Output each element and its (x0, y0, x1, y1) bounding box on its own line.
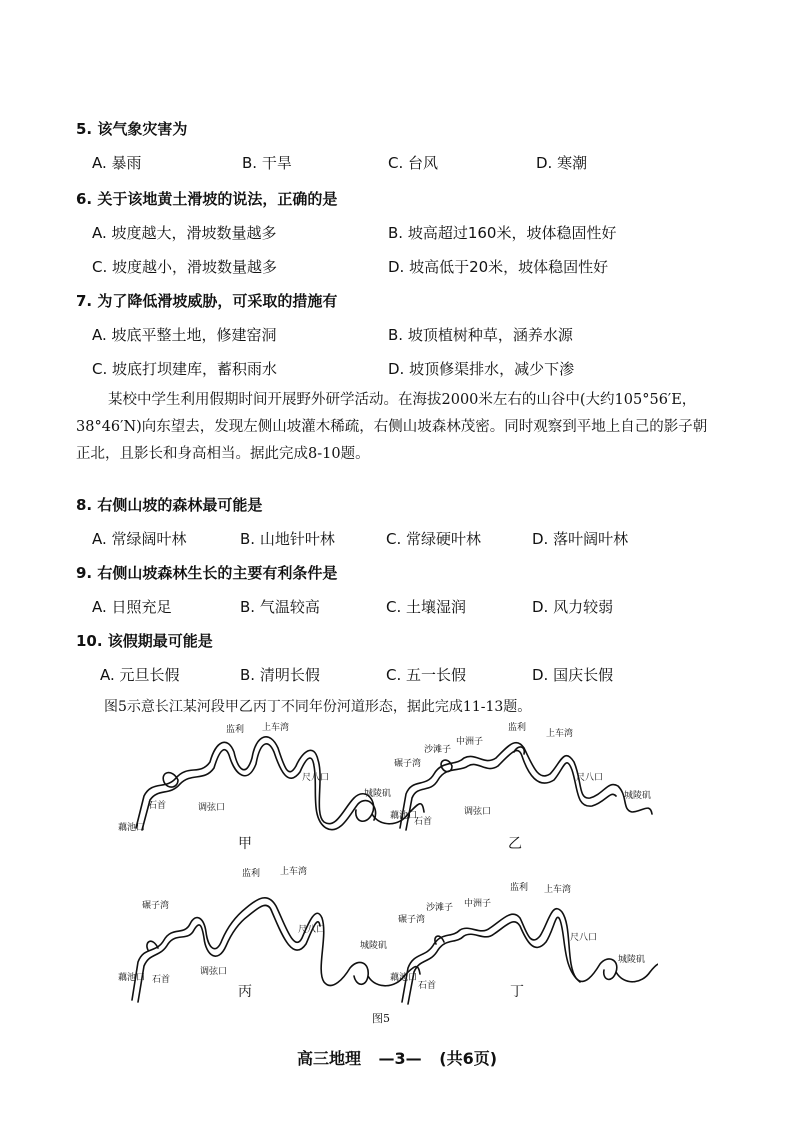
label-bing-jianli: 监利 (242, 869, 261, 879)
question-9-option-d: D. 风力较弱 (532, 598, 614, 616)
question-6-option-b: B. 坡高超过160米，坡体稳固性好 (388, 224, 617, 242)
label-ding-oujikou: 藕池口 (390, 973, 418, 983)
label-yi-liuziwan: 碾子湾 (394, 759, 422, 769)
label-ding-shishou: 石首 (418, 981, 437, 991)
label-ding-shaweizi: 沙滩子 (426, 903, 454, 913)
question-10-option-a: A. 元旦长假 (100, 666, 180, 684)
label-yi-tiaoxiankou: 调弦口 (464, 807, 492, 817)
label-bing-tiaoxiankou: 调弦口 (200, 967, 228, 977)
footer-page-number: —3— (378, 1049, 422, 1068)
question-6-option-a: A. 坡度越大，滑坡数量越多 (92, 224, 277, 242)
question-9-stem: 9. 右侧山坡森林生长的主要有利条件是 (76, 564, 338, 582)
panel-label-bing: 丙 (238, 984, 252, 1000)
question-6-option-d: D. 坡高低于20米，坡体稳固性好 (388, 258, 609, 276)
footer-subject: 高三地理 (296, 1049, 361, 1068)
label-yi-shangchewan: 上车湾 (546, 729, 574, 739)
label-yi-oujikou: 藕池口 (390, 811, 418, 821)
question-10-option-c: C. 五一长假 (386, 666, 467, 684)
question-7-option-c: C. 坡底打坝建库，蓄积雨水 (92, 360, 278, 378)
label-bing-chirukou: 尺八口 (298, 925, 326, 935)
question-6-option-c: C. 坡度越小，滑坡数量越多 (92, 258, 278, 276)
figure-caption: 图5 (372, 1012, 390, 1025)
question-8-option-c: C. 常绿硬叶林 (386, 530, 482, 548)
page-footer (0, 1046, 794, 1069)
question-10-stem: 10. 该假期最可能是 (76, 632, 213, 650)
passage-11-13: 图5示意长江某河段甲乙丙丁不同年份河道形态，据此完成11-13题。 (104, 699, 532, 715)
question-7-option-a: A. 坡底平整土地，修建窑洞 (92, 326, 277, 344)
question-8-option-b: B. 山地针叶林 (240, 530, 335, 548)
panel-yi-river (400, 743, 652, 830)
label-yi-shishou: 石首 (414, 817, 433, 827)
label-ding-chenglingji: 城陵矶 (618, 955, 646, 965)
question-5-option-c: C. 台风 (388, 154, 439, 172)
label-bing-oujikou: 藕池口 (118, 973, 146, 983)
question-10-option-d: D. 国庆长假 (532, 666, 614, 684)
label-jia-shishou: 石首 (148, 801, 167, 811)
question-8-option-a: A. 常绿阔叶林 (92, 530, 187, 548)
question-8-stem: 8. 右侧山坡的森林最可能是 (76, 496, 263, 514)
label-jia-tiaoxiankou: 调弦口 (198, 803, 226, 813)
passage-8-10: 某校中学生利用假期时间开展野外研学活动。在海拔2000米左右的山谷中(大约105°56′E，38°46′N)向东望去，发现左侧山坡灌木稀疏，右侧山坡森林茂密。同时观察到平地上自己的影子朝正北，且影长和身高相当。据此完成8-10题。 (76, 392, 708, 462)
label-jia-oujikou: 藕池口 (118, 823, 146, 833)
label-ding-jianli: 监利 (510, 883, 529, 893)
panel-jia-river (136, 737, 424, 830)
question-6-stem: 6. 关于该地黄土滑坡的说法，正确的是 (76, 190, 338, 208)
question-5-option-a: A. 暴雨 (92, 154, 142, 172)
panel-label-jia: 甲 (238, 836, 252, 852)
label-jia-chenglingji: 城陵矶 (364, 789, 392, 799)
question-7-stem: 7. 为了降低滑坡威胁，可采取的措施有 (76, 292, 338, 310)
label-yi-chenglingji: 城陵矶 (624, 791, 652, 801)
question-9-option-b: B. 气温较高 (240, 598, 320, 616)
question-5-option-d: D. 寒潮 (536, 154, 588, 172)
label-yi-shaweizi: 沙滩子 (424, 745, 452, 755)
label-jia-jianli: 监利 (226, 725, 245, 735)
footer-total-pages: (共6页) (439, 1049, 498, 1068)
question-8-option-d: D. 落叶阔叶林 (532, 530, 629, 548)
label-yi-chirukou: 尺八口 (576, 773, 604, 783)
label-ding-liuziwan: 碾子湾 (398, 915, 426, 925)
label-bing-shishou: 石首 (152, 975, 171, 985)
question-7-option-d: D. 坡顶修渠排水，减少下渗 (388, 360, 575, 378)
label-ding-chirukou: 尺八口 (570, 933, 598, 943)
question-5-option-b: B. 干旱 (242, 154, 292, 172)
figure-5-river-sketches (118, 718, 658, 1028)
label-jia-chirukou: 尺八口 (302, 773, 330, 783)
question-7-option-b: B. 坡顶植树种草，涵养水源 (388, 326, 573, 344)
label-ding-zhongzhouzi: 中洲子 (464, 899, 492, 909)
panel-label-yi: 乙 (508, 836, 522, 852)
label-yi-zhongzhouzi: 中洲子 (456, 737, 484, 747)
label-ding-shangchewan: 上车湾 (544, 885, 572, 895)
question-9-option-a: A. 日照充足 (92, 598, 172, 616)
label-yi-jianli: 监利 (508, 723, 527, 733)
question-5-stem: 5. 该气象灾害为 (76, 120, 188, 138)
label-bing-liuziwan: 碾子湾 (142, 901, 170, 911)
question-10-option-b: B. 清明长假 (240, 666, 320, 684)
question-9-option-c: C. 土壤湿润 (386, 598, 467, 616)
panel-label-ding: 丁 (510, 984, 524, 1000)
label-bing-chenglingji: 城陵矶 (360, 941, 388, 951)
label-jia-shangchewan: 上车湾 (262, 723, 290, 733)
label-bing-shangchewan: 上车湾 (280, 867, 308, 877)
